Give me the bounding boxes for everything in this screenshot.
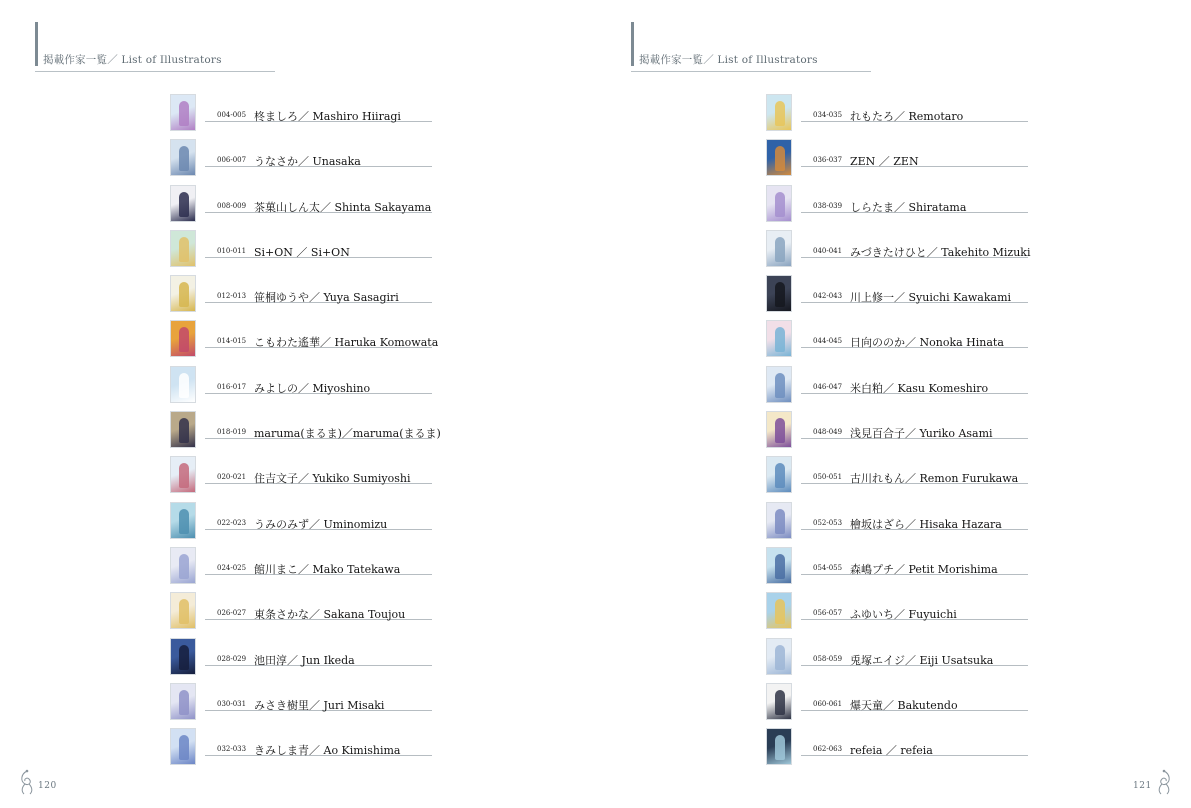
illustrator-entry	[170, 592, 440, 637]
header-divider	[631, 71, 871, 72]
illustration-thumbnail	[766, 728, 792, 765]
ornament-icon	[1153, 768, 1175, 796]
thumbnail-figure	[775, 554, 785, 579]
illustrator-name: ふゆいち／ Fuyuichi	[850, 608, 957, 622]
illustrator-entry	[170, 547, 440, 592]
illustration-thumbnail	[170, 230, 196, 267]
page-number: 120	[38, 781, 57, 791]
entry-page-range: 016-017	[217, 382, 247, 391]
illustration-thumbnail	[766, 230, 792, 267]
illustration-thumbnail	[170, 683, 196, 720]
illustrator-name: こもわた遙華／ Haruka Komowata	[254, 336, 439, 350]
page-title: 掲載作家一覧／ List of Illustrators	[639, 54, 818, 66]
illustrator-name: 柊ましろ／ Mashiro Hiiragi	[254, 110, 401, 123]
entry-page-range: 008-009	[217, 201, 247, 210]
illustrator-name: 檜坂はざら／ Hisaka Hazara	[850, 517, 1002, 531]
entry-page-range: 034-035	[813, 111, 843, 119]
entry-page-range: 038-039	[813, 201, 843, 210]
page-number: 121	[1133, 781, 1152, 791]
illustrator-list	[170, 94, 440, 773]
thumbnail-figure	[179, 101, 189, 126]
illustrator-entry	[766, 547, 1036, 592]
entry-page-range: 004-005	[217, 111, 247, 119]
entry-page-range: 026-027	[217, 609, 247, 618]
thumbnail-figure	[775, 327, 785, 352]
thumbnail-figure	[179, 192, 189, 217]
entry-page-range: 010-011	[217, 246, 247, 255]
thumbnail-figure	[775, 418, 785, 443]
illustrator-entry	[766, 592, 1036, 637]
entry-page-range: 062-063	[813, 745, 843, 754]
illustrator-name: 笹桐ゆうや／ Yuya Sasagiri	[254, 291, 399, 305]
illustrator-entry	[170, 230, 440, 275]
entry-page-range: 020-021	[217, 473, 247, 482]
illustrator-entry	[170, 320, 440, 365]
illustrator-name: 兎塚エイジ／ Eiji Usatsuka	[850, 653, 994, 667]
thumbnail-figure	[775, 237, 785, 262]
entry-page-range: 052-053	[813, 518, 843, 527]
entry-page-range: 048-049	[813, 428, 843, 437]
illustration-thumbnail	[766, 411, 792, 448]
illustrator-name: ZEN ／ ZEN	[850, 155, 919, 169]
illustrator-entry	[170, 139, 440, 184]
thumbnail-figure	[775, 599, 785, 624]
illustration-thumbnail	[170, 275, 196, 312]
thumbnail-figure	[179, 418, 189, 443]
entry-page-range: 056-057	[813, 609, 843, 618]
thumbnail-figure	[179, 509, 189, 534]
header-divider	[35, 71, 275, 72]
illustrator-name: みづきたけひと／ Takehito Mizuki	[850, 245, 1031, 259]
illustrator-entry	[170, 411, 440, 456]
entry-page-range: 054-055	[813, 563, 843, 572]
illustrator-entry	[766, 230, 1036, 275]
illustrator-entry	[766, 411, 1036, 456]
illustrator-entry	[170, 728, 440, 773]
illustrator-entry	[766, 502, 1036, 547]
illustration-thumbnail	[766, 547, 792, 584]
illustrator-name: 東条さかな／ Sakana Toujou	[254, 608, 406, 622]
illustrator-name: うみのみず／ Uminomizu	[254, 517, 388, 531]
illustrator-name: 浅見百合子／ Yuriko Asami	[850, 427, 993, 441]
page-title: 掲載作家一覧／ List of Illustrators	[43, 54, 222, 66]
illustration-thumbnail	[766, 320, 792, 357]
illustrator-entry	[170, 185, 440, 230]
illustrator-entry	[170, 94, 440, 139]
entry-page-range: 058-059	[813, 654, 843, 663]
illustrator-entry	[766, 456, 1036, 501]
entry-page-range: 050-051	[813, 473, 843, 482]
illustrator-name: refeia ／ refeia	[850, 744, 933, 758]
illustrator-entry	[170, 502, 440, 547]
illustration-thumbnail	[170, 728, 196, 765]
page-header	[35, 22, 275, 72]
entry-page-range: 046-047	[813, 382, 843, 391]
illustration-thumbnail	[766, 502, 792, 539]
illustration-thumbnail	[170, 185, 196, 222]
illustration-thumbnail	[170, 366, 196, 403]
illustrator-entry	[766, 638, 1036, 683]
entry-page-range: 018-019	[217, 428, 247, 437]
illustration-thumbnail	[170, 94, 196, 131]
thumbnail-figure	[775, 509, 785, 534]
illustrator-name: Si+ON ／ Si+ON	[254, 245, 350, 259]
thumbnail-figure	[179, 735, 189, 760]
entry-page-range: 012-013	[217, 292, 247, 301]
thumbnail-figure	[179, 327, 189, 352]
illustrator-name: しらたま／ Shiratama	[850, 200, 967, 214]
illustration-thumbnail	[170, 547, 196, 584]
header-accent-bar	[35, 22, 38, 66]
illustrator-name: 日向ののか／ Nonoka Hinata	[850, 336, 1004, 350]
entry-page-range: 030-031	[217, 699, 247, 708]
thumbnail-figure	[775, 690, 785, 715]
illustrator-name: れもたろ／ Remotaro	[850, 110, 964, 123]
illustrator-list	[766, 94, 1036, 773]
illustration-thumbnail	[766, 275, 792, 312]
illustrator-name: 川上修一／ Syuichi Kawakami	[850, 291, 1012, 305]
illustrator-name: 古川れもん／ Remon Furukawa	[850, 472, 1019, 486]
illustrator-entry	[766, 139, 1036, 184]
illustration-thumbnail	[766, 456, 792, 493]
thumbnail-figure	[775, 282, 785, 307]
thumbnail-figure	[775, 373, 785, 398]
illustrator-name: 森嶋プチ／ Petit Morishima	[850, 562, 998, 576]
illustration-thumbnail	[170, 320, 196, 357]
thumbnail-figure	[179, 237, 189, 262]
illustration-thumbnail	[170, 592, 196, 629]
illustrator-entry	[170, 683, 440, 728]
illustrator-entry	[170, 366, 440, 411]
illustration-thumbnail	[170, 456, 196, 493]
thumbnail-figure	[179, 690, 189, 715]
illustration-thumbnail	[766, 139, 792, 176]
thumbnail-figure	[179, 373, 189, 398]
illustration-thumbnail	[766, 94, 792, 131]
illustrator-name: 館川まこ／ Mako Tatekawa	[254, 562, 401, 576]
entry-page-range: 032-033	[217, 745, 247, 754]
header-accent-bar	[631, 22, 634, 66]
illustrator-name: 爆天童／ Bakutendo	[850, 698, 958, 712]
illustrator-name: 茶菓山しん太／ Shinta Sakayama	[254, 200, 432, 214]
illustration-thumbnail	[766, 683, 792, 720]
entry-page-range: 006-007	[217, 156, 247, 165]
entry-page-range: 060-061	[813, 699, 843, 708]
entry-page-range: 036-037	[813, 156, 843, 165]
illustrator-name: うなさか／ Unasaka	[254, 155, 361, 169]
illustrator-entry	[170, 456, 440, 501]
thumbnail-figure	[775, 645, 785, 670]
entry-page-range: 044-045	[813, 337, 843, 346]
illustration-thumbnail	[766, 592, 792, 629]
illustration-thumbnail	[170, 411, 196, 448]
illustrator-entry	[766, 728, 1036, 773]
illustration-thumbnail	[766, 366, 792, 403]
illustration-thumbnail	[170, 638, 196, 675]
illustrator-entry	[766, 320, 1036, 365]
thumbnail-figure	[775, 463, 785, 488]
illustrator-entry	[766, 94, 1036, 139]
illustrator-name: みよしの／ Miyoshino	[254, 381, 371, 395]
thumbnail-figure	[179, 282, 189, 307]
ornament-icon	[16, 768, 38, 796]
page-header	[631, 22, 871, 72]
illustrator-name: 米白粕／ Kasu Komeshiro	[850, 381, 989, 395]
entry-page-range: 014-015	[217, 337, 247, 346]
illustrator-entry	[766, 185, 1036, 230]
illustrator-entry	[766, 275, 1036, 320]
illustrator-entry	[766, 683, 1036, 728]
entry-page-range: 042-043	[813, 292, 843, 301]
thumbnail-figure	[179, 554, 189, 579]
left-page	[0, 0, 595, 808]
thumbnail-figure	[179, 645, 189, 670]
right-page	[596, 0, 1191, 808]
illustrator-name: 住吉文子／ Yukiko Sumiyoshi	[254, 472, 411, 486]
entry-page-range: 022-023	[217, 518, 247, 527]
illustrator-entry	[170, 275, 440, 320]
entry-page-range: 028-029	[217, 654, 247, 663]
thumbnail-figure	[775, 146, 785, 171]
entry-page-range: 040-041	[813, 246, 843, 255]
illustrator-name: 池田淳／ Jun Ikeda	[254, 653, 355, 667]
thumbnail-figure	[775, 101, 785, 126]
illustration-thumbnail	[766, 185, 792, 222]
thumbnail-figure	[775, 735, 785, 760]
illustrator-name: みさき樹里／ Juri Misaki	[254, 698, 385, 712]
illustration-thumbnail	[170, 502, 196, 539]
illustrator-name: きみしま青／ Ao Kimishima	[254, 744, 401, 758]
illustrator-name: maruma(まるま)／maruma(まるま)	[254, 427, 441, 441]
illustrator-entry	[766, 366, 1036, 411]
thumbnail-figure	[179, 146, 189, 171]
thumbnail-figure	[179, 463, 189, 488]
entry-page-range: 024-025	[217, 563, 247, 572]
illustration-thumbnail	[766, 638, 792, 675]
illustrator-entry	[170, 638, 440, 683]
thumbnail-figure	[775, 192, 785, 217]
illustration-thumbnail	[170, 139, 196, 176]
thumbnail-figure	[179, 599, 189, 624]
